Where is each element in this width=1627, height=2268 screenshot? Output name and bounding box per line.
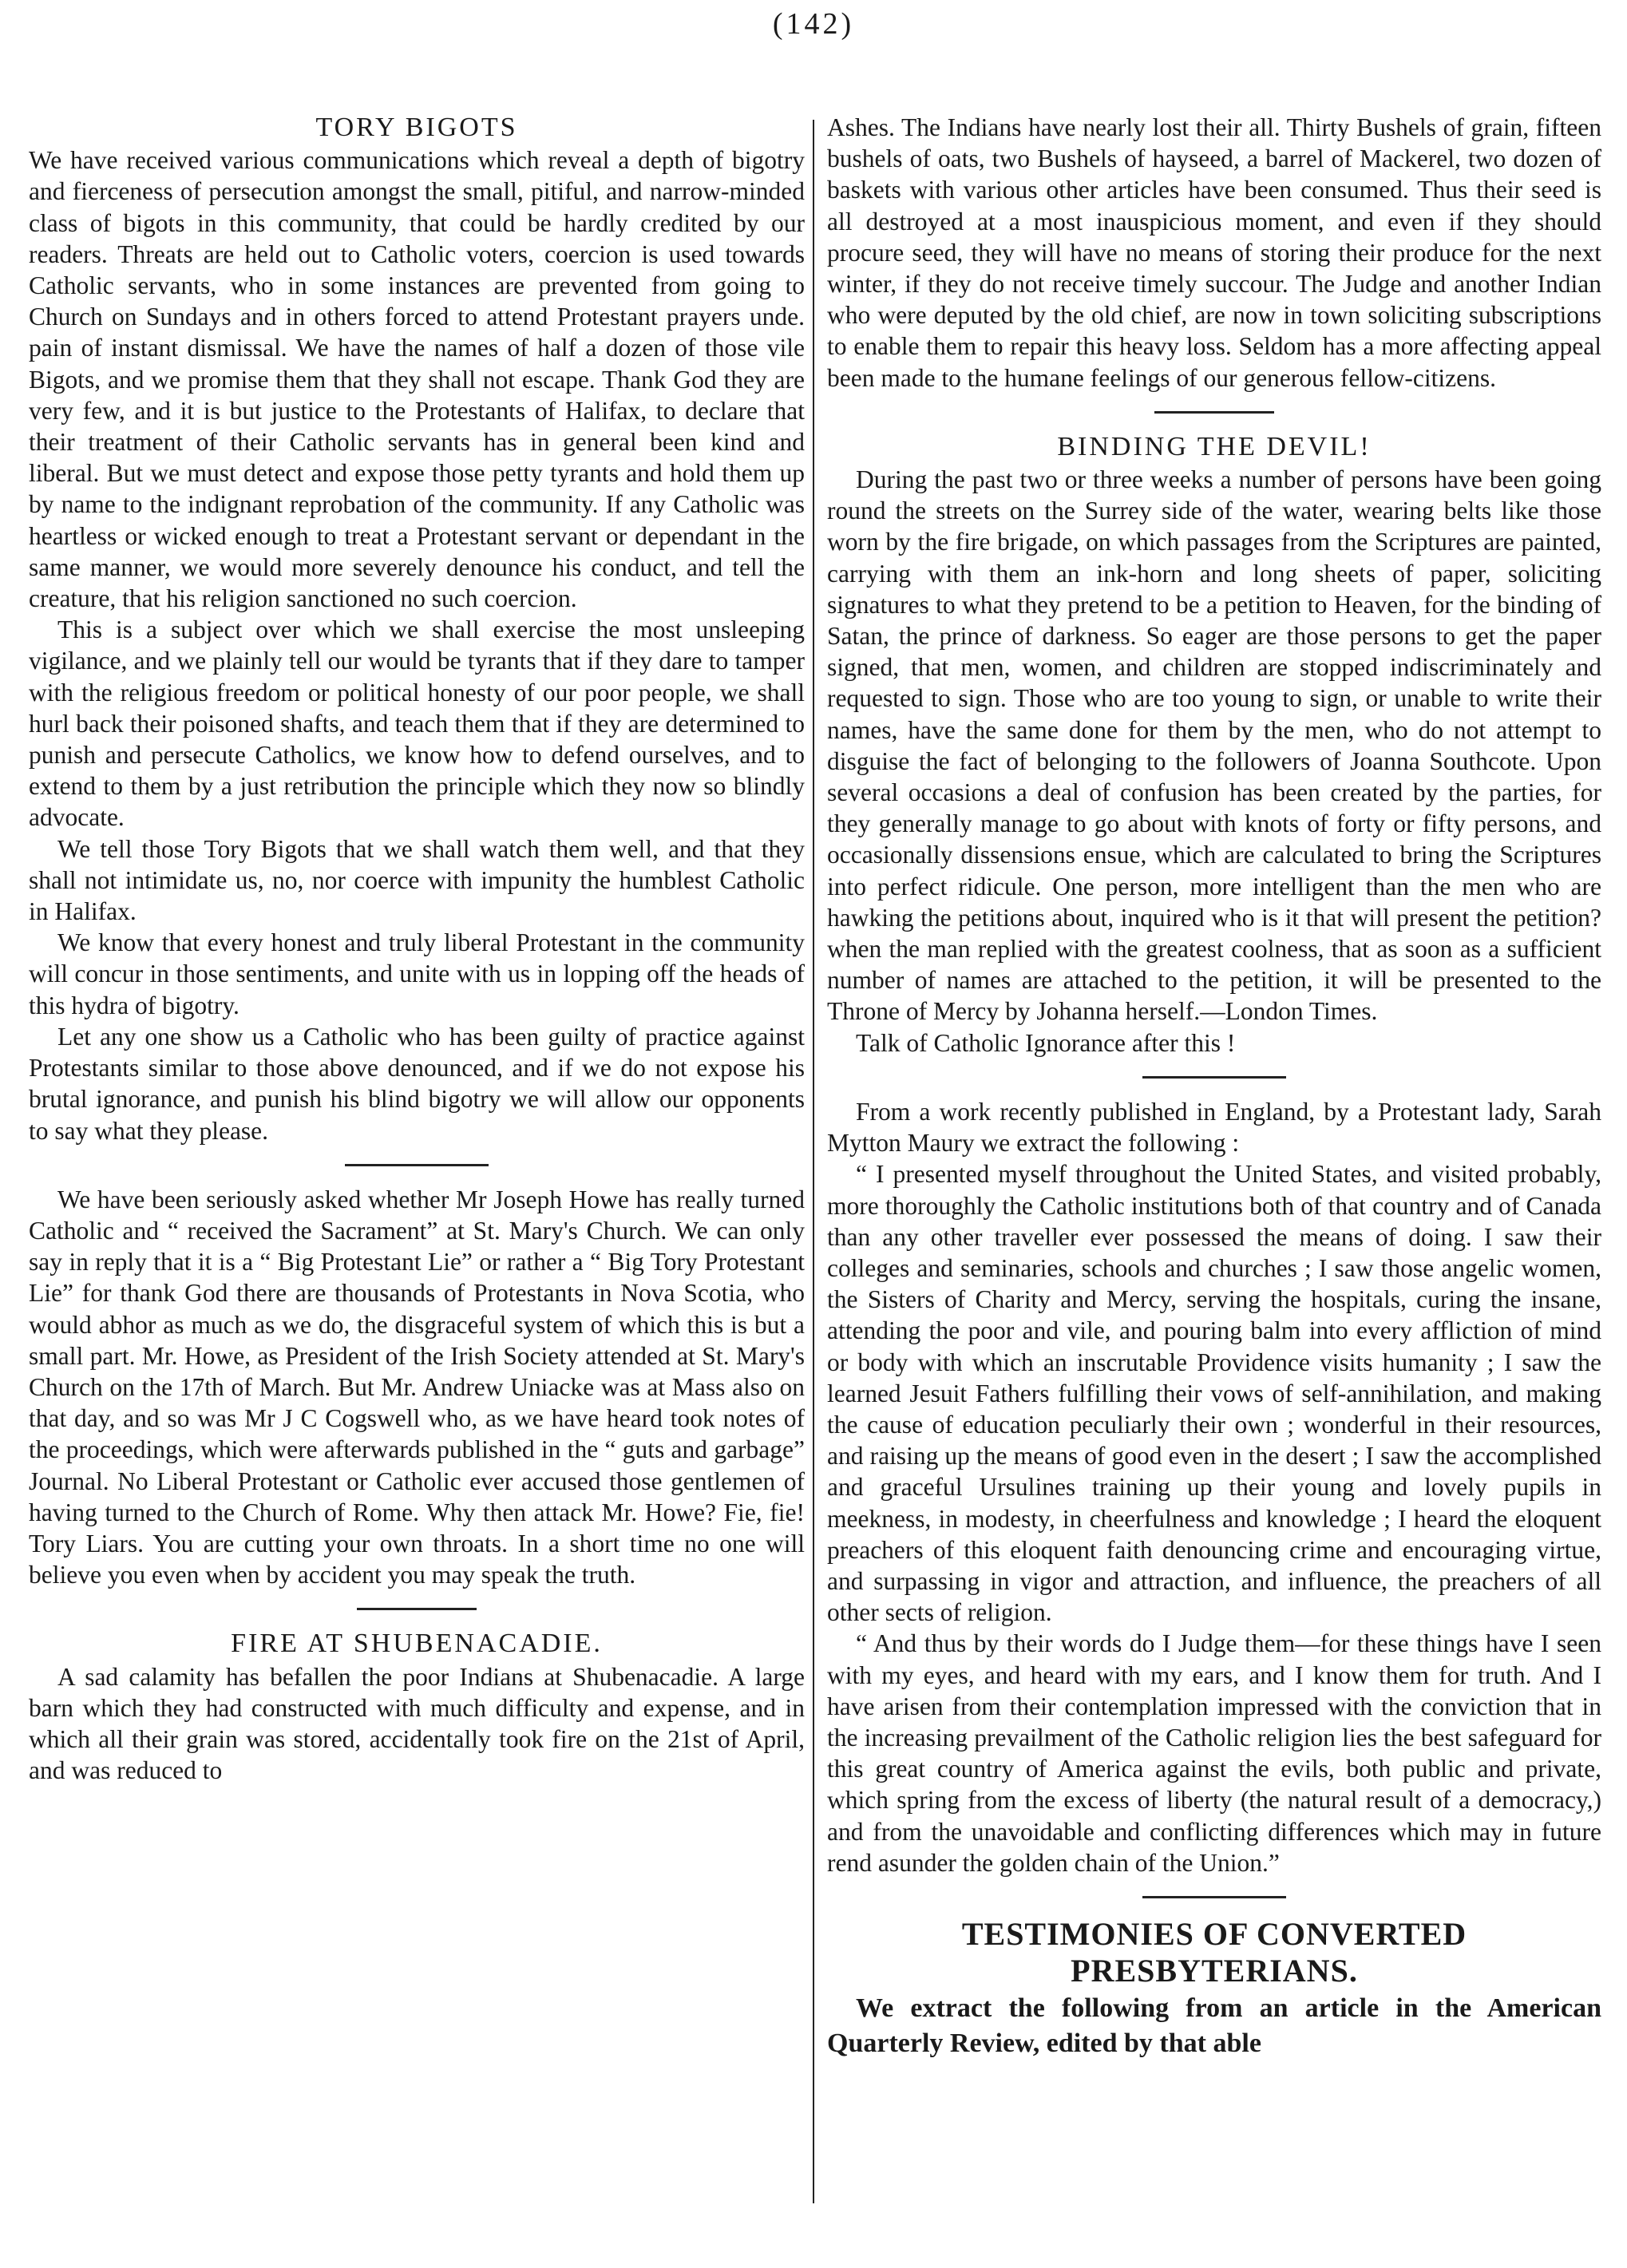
article-paragraph: From a work recently published in England, by a Protestant lady, Sarah Mytton Maury we extract the following : — [827, 1097, 1601, 1158]
article-paragraph: We know that every honest and truly liberal Protestant in the community will concur in those sentiments, and unite with us in lopping off the heads of this hydra of bigotry. — [29, 928, 805, 1019]
section-rule — [1154, 411, 1274, 414]
article-paragraph: Let any one show us a Catholic who has been guilty of practice against Protestants similar to those above denounced, and if we do not expose his brutal ignorance, and punish his blind bigotry we will allow our opponents to say what they please. — [29, 1022, 805, 1145]
article-testimonies — [827, 1916, 1601, 2061]
article-paragraph: We have been seriously asked whether Mr Joseph Howe has really turned Catholic and “ received the Sacrament” at St. Mary's Church. We can only say in reply that it is a “ Big Protestant Lie” or rather a “ Big Tory Protestant Lie” for thank God there are thousands of Protestants in Nova Scotia, who would abhor as much as we do, the disgraceful system of which this is but a small part. Mr. Howe, as President of the Irish Society attended at St. Mary's Church on the 17th of March. But Mr. Andrew Uniacke was at Mass also on that day, and so was Mr J C Cogswell who, as we have heard took notes of the proceedings, which were afterwards published in the “ guts and garbage” Journal. No Liberal Protestant or Catholic ever accused those gentlemen of having turned to the Church of Rome. Why then attack Mr. Howe? Fie, fie! Tory Liars. You are cutting your own throats. In a short time no one will believe you even when by accident you may speak the truth. — [29, 1185, 805, 1589]
article-paragraph: A sad calamity has befallen the poor Indians at Shubenacadie. A large barn which they had constructed with much difficulty and expense, and in which all their grain was stored, accidentally took fire on the 21st of April, and was reduced to — [29, 1662, 805, 1785]
article-title: TORY BIGOTS — [315, 113, 518, 142]
article-paragraph: This is a subject over which we shall exercise the most unsleeping vigilance, and we plainly tell our would be tyrants that if they dare to tamper with the religious freedom or political honesty of our poor people, we shall hurl back their poisoned shafts, and teach them that if they are determined to punish and persecute Catholics, we know how to defend ourselves, and to extend to them by a just retribution the principle which they now so blindly advocate. — [29, 615, 805, 832]
article-title: TESTIMONIES OF CONVERTED PRESBYTERIANS. — [961, 1915, 1467, 1989]
article-paragraph: We extract the following from an article in the American Quarterly Review, edited by that able — [827, 1993, 1601, 2058]
section-rule — [1142, 1896, 1286, 1898]
article-paragraph: During the past two or three weeks a number of persons have been going round the streets on the Surrey side of the water, wearing belts like those worn by the fire brigade, on which passages from the Scriptures are painted, carrying with them an ink-horn and long sheets of paper, soliciting signatures to what they pretend to be a petition to Heaven, for the binding of Satan, the prince of darkness. So eager are those persons to get the paper signed, that men, women, and children are stopped indiscriminately and requested to sign. Those who are too young to sign, or unable to write their names, have the same done for them by the men, who do not attempt to disguise the fact of belonging to the followers of Joanna Southcote. Upon several occasions a deal of confusion has been created by the parties, for they generally manage to go about with knots of forty or fifty persons, and occasionally dissensions ensue, which are calculated to bring the Scriptures into perfect ridicule. One person, more intelligent than the men who are hawking the petitions about, inquired who is it that will present the petition? when the man replied with the greatest coolness, that as soon as a sufficient number of names are attached to the petition, it will be presented to the Throne of Mercy by Johanna herself.—London Times. — [827, 465, 1601, 1026]
article-paragraph: Ashes. The Indians have nearly lost their all. Thirty Bushels of grain, fifteen bushels of oats, two Bushels of hayseed, a barrel of Mackerel, two dozen of baskets with various other articles have been consumed. Thus their seed is all destroyed at a most inauspicious moment, and even if they should procure seed, they will have no means of storing their produce for the next winter, if they do not receive timely succour. The Judge and another Indian who were deputed by the old chief, are now in town soliciting subscriptions to enable them to repair this heavy loss. Seldom has a more affecting appeal been made to the humane feelings of our generous fellow-citizens. — [827, 113, 1601, 392]
left-column — [29, 112, 805, 2219]
article-title: BINDING THE DEVIL! — [1057, 431, 1372, 461]
section-rule — [345, 1164, 489, 1166]
article-maury-extract — [827, 1096, 1601, 1878]
article-paragraph: “ And thus by their words do I Judge them—for these things have I seen with my eyes, and heard with my ears, and I know them for truth. And I have arisen from their contemplation impressed with the conviction that in the increasing prevailment of the Catholic religion lies the best safeguard for this great country of America against the evils, both public and private, which spring from the excess of liberty (the natural result of a democracy,) and from the unavoidable and conflicting differences which may in future rend asunder the golden chain of the Union.” — [827, 1629, 1601, 1877]
section-rule — [357, 1608, 477, 1610]
article-paragraph: Talk of Catholic Ignorance after this ! — [856, 1028, 1236, 1057]
column-divider — [813, 120, 814, 2203]
article-binding-the-devil — [827, 431, 1601, 1059]
article-paragraph: “ I presented myself throughout the United States, and visited probably, more thoroughly the Catholic institutions both of that country and of Canada than any other traveller ever possessed the means of doing. I saw their colleges and seminaries, schools and churches ; I saw those angelic women, the Sisters of Charity and Mercy, serving the hospitals, curing the insane, attending the poor and vile, and pouring balm into every affliction of mind or body with which an inscrutable Providence visits humanity ; I saw the learned Jesuit Fathers fulfilling their vows of self-annihilation, and making the cause of education peculiarly their own ; wonderful in their resources, and raising up the means of good even in the desert ; I saw the accomplished and graceful Ursulines training up their young and lovely pupils in meekness, in modesty, in cheerfulness and knowledge ; I heard the eloquent preachers of this eloquent faith denouncing crime and encouraging virtue, and surpassing in vigor and attraction, and influence, the preachers of all other sects of religion. — [827, 1160, 1601, 1627]
article-paragraph: We have received various communications which reveal a depth of bigotry and fierceness of persecution amongst the small, pitiful, and narrow-minded class of bigots in this community, that could be hardly credited by our readers. Threats are held out to Catholic voters, coercion is used towards Catholic servants, who in some instances are prevented from going to Church on Sundays and in others forced to attend Protestant prayers unde. pain of instant dismissal. We have the names of half a dozen of those vile Bigots, and we promise them that they shall not escape. Thank God they are very few, and it is but justice to the Protestants of Halifax, to declare that their treatment of their Catholic servants has in general been kind and liberal. But we must detect and expose those petty tyrants and hold them up by name to the indignant reprobation of the community. If any Catholic was heartless or wicked enough to treat a Protestant servant or dependant in the same manner, we would more severely denounce his conduct, and tell the creature, that his religion sanctioned no such coercion. — [29, 146, 805, 613]
article-tory-bigots — [29, 112, 805, 1146]
right-column — [827, 112, 1601, 2203]
article-fire-shubenacadie — [29, 1628, 805, 1786]
article-paragraph: We tell those Tory Bigots that we shall watch them well, and that they shall not intimidate us, no, nor coerce with impunity the humblest Catholic in Halifax. — [29, 834, 805, 926]
article-joseph-howe — [29, 1184, 805, 1591]
page-number: (142) — [772, 7, 855, 41]
article-title: FIRE AT SHUBENACADIE. — [231, 1629, 603, 1659]
article-fire-continued — [827, 112, 1601, 394]
section-rule — [1142, 1076, 1286, 1079]
